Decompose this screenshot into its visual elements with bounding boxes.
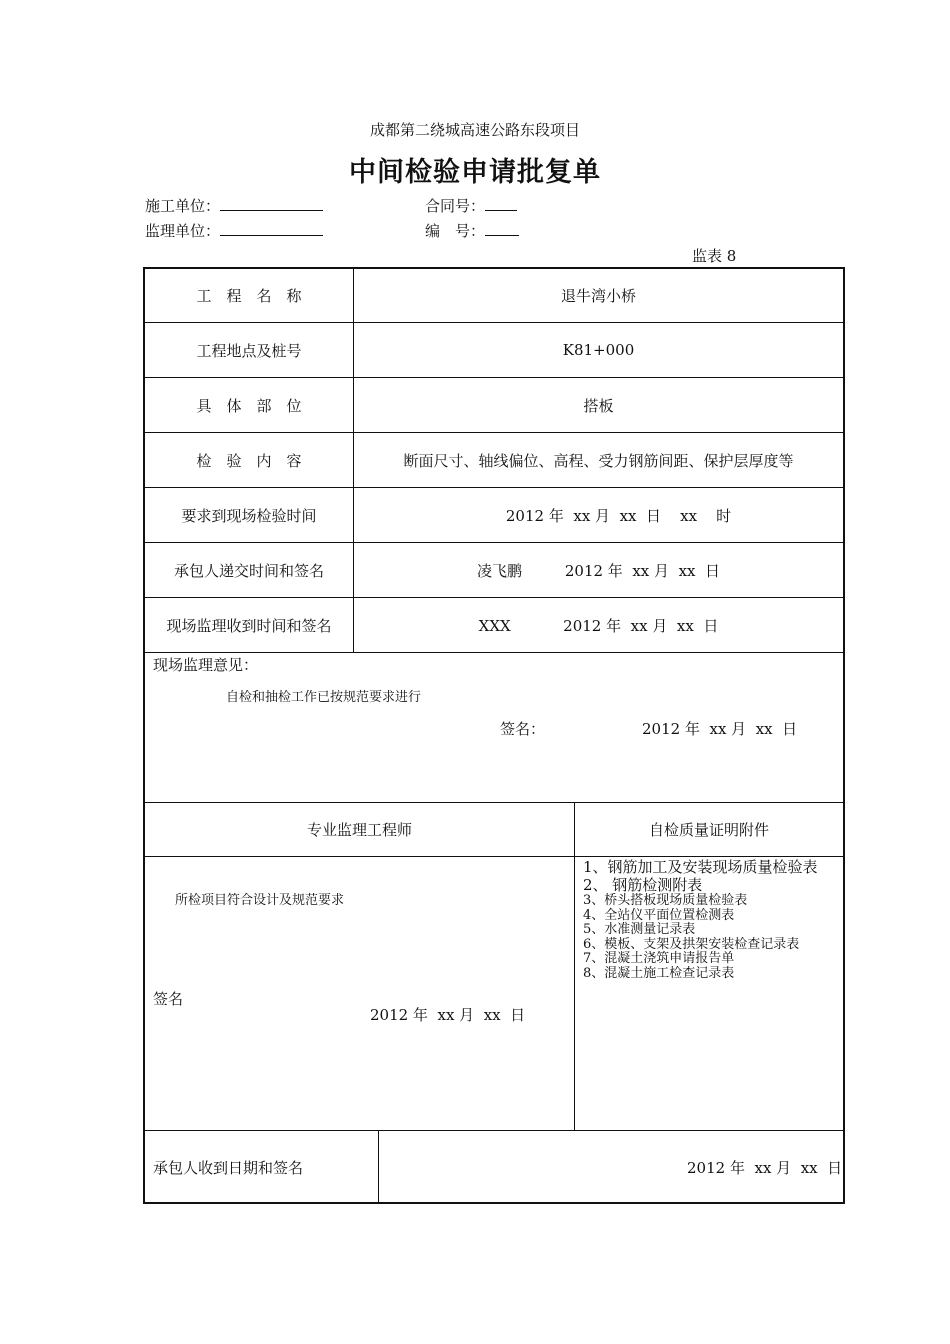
engineer-sign-label: 签名 — [153, 990, 184, 1008]
receipt-label: 承包人收到日期和签名 — [153, 1159, 304, 1177]
attachment-item: 4、全站仪平面位置检测表 — [583, 907, 735, 923]
serial-no-blank — [485, 221, 519, 236]
contract-no-label: 合同号： — [425, 197, 486, 215]
requested-time-value: 2012 年 xx 月 xx 日 xx 时 — [505, 506, 732, 525]
part-label: 具 体 部 位 — [196, 396, 302, 415]
row-divider — [143, 652, 845, 653]
engineer-date: 2012 年 xx 月 xx 日 — [370, 1006, 526, 1024]
inspection-content-value: 断面尺寸、轴线偏位、高程、受力钢筋间距、保护层厚度等 — [403, 451, 794, 470]
requested-time-label: 要求到现场检验时间 — [181, 506, 317, 525]
attachments-list — [583, 858, 818, 981]
contractor-blank — [220, 196, 323, 211]
attachment-item: 5、水准测量记录表 — [583, 922, 696, 937]
engineer-opinion-text: 所检项目符合设计及规范要求 — [175, 893, 345, 908]
contractor-submit-value: 凌飞鹏 2012 年 xx 月 xx 日 — [476, 561, 721, 580]
site-opinion-label: 现场监理意见： — [153, 656, 259, 674]
supervisor-receipt-value: XXX 2012 年 xx 月 xx 日 — [478, 616, 719, 635]
supervisor-blank — [220, 221, 323, 236]
attachment-item: 8、混凝土施工检查记录表 — [583, 965, 735, 981]
project-name: 成都第二绕城高速公路东段项目 — [369, 121, 580, 139]
receipt-date: 2012 年 xx 月 xx 日 — [687, 1159, 843, 1177]
contract-no-field — [425, 195, 517, 216]
site-opinion-date: 2012 年 xx 月 xx 日 — [642, 720, 798, 738]
supervisor-field — [145, 220, 323, 241]
project-name-value: 退牛湾小桥 — [560, 287, 636, 305]
contractor-submit-label: 承包人递交时间和签名 — [173, 561, 324, 580]
attachment-item: 1、钢筋加工及安装现场质量检验表 — [583, 858, 818, 876]
attachment-item: 6、模板、支架及拱架安装检查记录表 — [583, 936, 800, 952]
attachments-header: 自检质量证明附件 — [648, 821, 769, 839]
supervisor-receipt-label: 现场监理收到时间和签名 — [166, 616, 332, 635]
engineer-header: 专业监理工程师 — [306, 821, 412, 839]
row-divider — [143, 856, 845, 857]
location-label: 工程地点及桩号 — [196, 341, 302, 360]
form-number: 监表 8 — [692, 247, 737, 265]
serial-no-field — [425, 220, 519, 241]
site-opinion-sign-label: 签名： — [500, 720, 546, 738]
contractor-label: 施工单位： — [145, 197, 221, 215]
attachment-item: 2、 钢筋检测附表 — [583, 876, 703, 894]
attachment-item: 7、混凝土浇筑申请报告单 — [583, 951, 735, 966]
supervisor-label: 监理单位： — [145, 222, 221, 240]
contractor-field — [145, 195, 323, 216]
form-title: 中间检验申请批复单 — [349, 157, 601, 188]
contract-no-blank — [485, 196, 517, 211]
attachment-item: 3、桥头搭板现场质量检验表 — [583, 893, 748, 908]
project-name-label: 工 程 名 称 — [196, 287, 302, 305]
inspection-content-label: 检 验 内 容 — [196, 451, 302, 470]
part-value: 搭板 — [583, 396, 614, 415]
serial-no-label: 编 号： — [425, 222, 486, 240]
column-divider — [378, 1130, 379, 1204]
location-value: K81+000 — [562, 341, 635, 359]
row-divider — [143, 1130, 845, 1131]
site-opinion-text: 自检和抽检工作已按规范要求进行 — [226, 690, 422, 705]
